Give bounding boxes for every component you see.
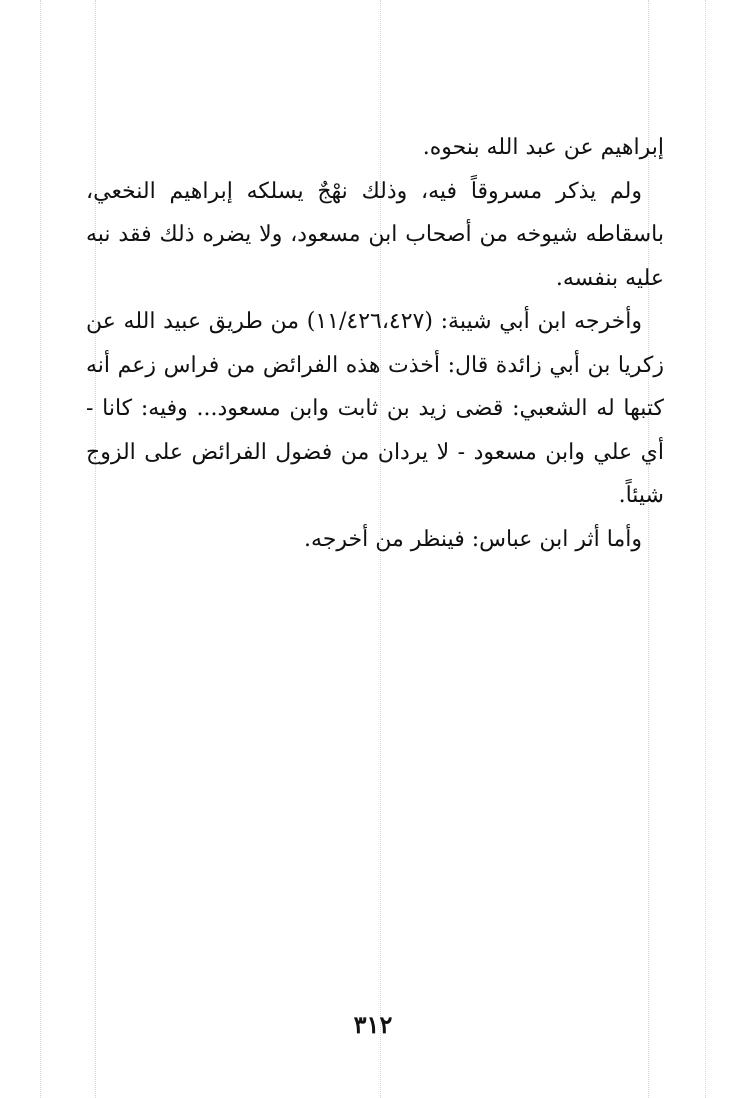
- paragraph: وأما أثر ابن عباس: فينظر من أخرجه.: [303, 526, 642, 552]
- paragraph: وأخرجه ابن أبي شيبة: (١١/٤٢٦،٤٢٧) من طريق عبيد الله عن زكريا بن أبي زائدة قال: أخذت هذه الفرائض من فراس زعم أنه كتبها له الشعبي: قضى زيد بن ثابت وابن مسعود... وفيه: كانا - أي علي وابن مسعود - لا يردان من فضول الفرائض على الزوج شيئاً.: [86, 309, 664, 508]
- body-text: [86, 126, 664, 561]
- scan-grid-line: [40, 0, 41, 1098]
- scan-grid-line: [705, 0, 706, 1098]
- page-number: ٣١٢: [353, 1010, 393, 1039]
- paragraph: ولم يذكر مسروقاً فيه، وذلك نهْجٌ يسلكه إبراهيم النخعي، باسقاطه شيوخه من أصحاب ابن مسعود، ولا يضره ذلك فقد نبه عليه بنفسه.: [86, 178, 664, 291]
- paragraph: إبراهيم عن عبد الله بنحوه.: [422, 135, 664, 160]
